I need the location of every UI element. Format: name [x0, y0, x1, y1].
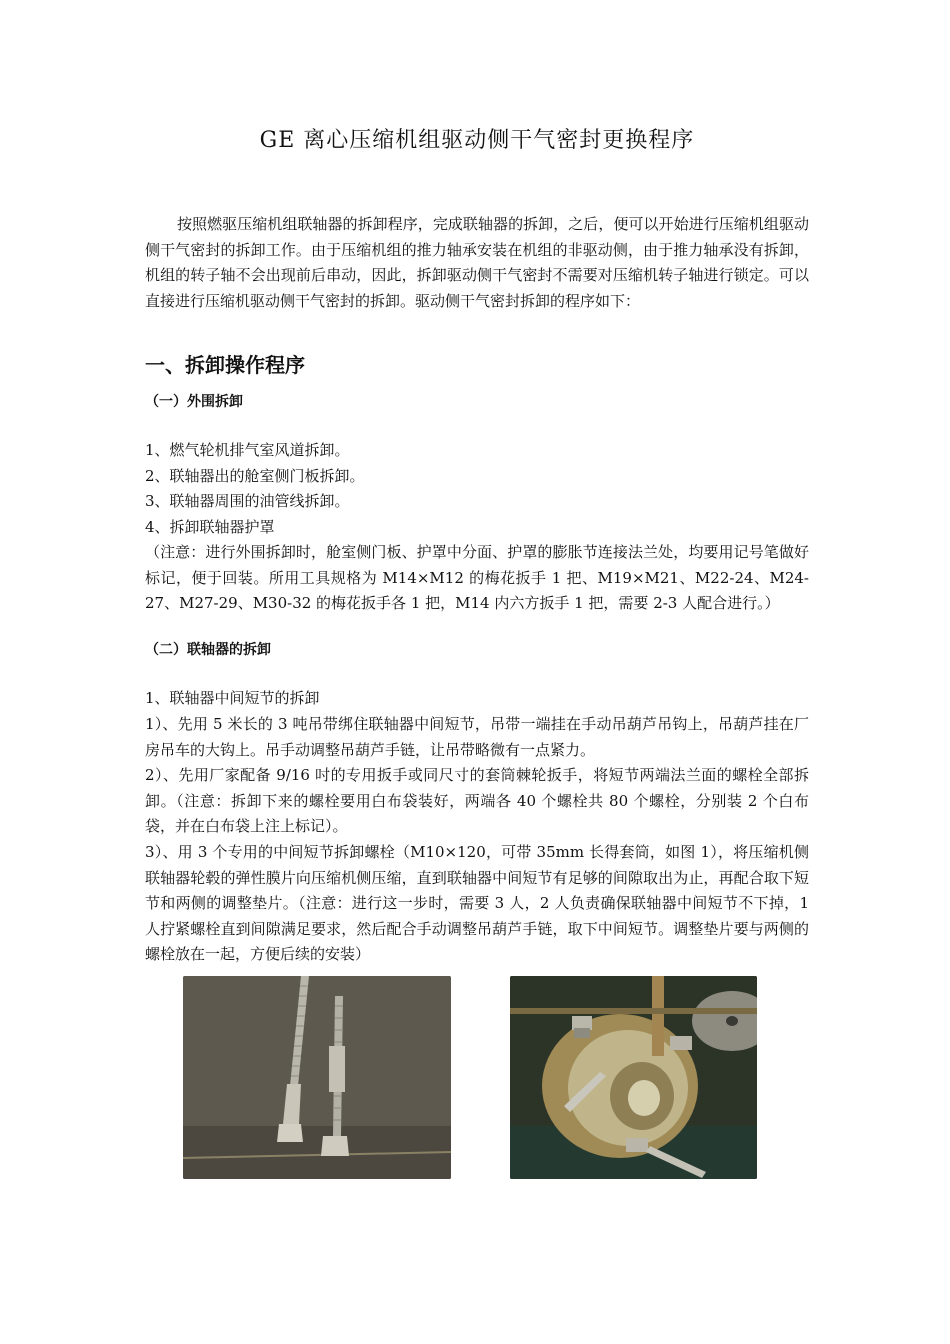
subsection-heading-coupling: （二）联轴器的拆卸 [145, 642, 271, 658]
list-item: 1、燃气轮机排气室风道拆卸。 [145, 441, 350, 459]
peripheral-note: （注意：进行外围拆卸时，舱室侧门板、护罩中分面、护罩的膨胀节连接法兰处，均要用记号笔做好标记，便于回装。所用工具规格为 M14×M12 的梅花扳手 1 把、M19×M21、M22-24、M24-27、M27-29、M30-32 的梅花扳手各 1 把，M14 内六方扳手 1 把，需要 2-3 人配合进行。） [145, 543, 809, 613]
coupling-item-1: 1、联轴器中间短节的拆卸 [145, 689, 320, 707]
intro-paragraph: 按照燃驱压缩机组联轴器的拆卸程序，完成联轴器的拆卸，之后，便可以开始进行压缩机组驱动侧干气密封的拆卸工作。由于压缩机组的推力轴承安装在机组的非驱动侧，由于推力轴承没有拆卸，机组的转子轴不会出现前后串动，因此，拆卸驱动侧干气密封不需要对压缩机转子轴进行锁定。可以直接进行压缩机驱动侧干气密封的拆卸。驱动侧干气密封拆卸的程序如下： [145, 215, 809, 310]
list-item: 2、联轴器出的舱室侧门板拆卸。 [145, 466, 365, 485]
coupling-tool-illustration [510, 976, 757, 1179]
photo-removal-bolts [183, 976, 451, 1179]
coupling-steps [145, 712, 809, 968]
bolts-illustration [183, 976, 451, 1179]
section-heading-disassembly: 一、拆卸操作程序 [145, 353, 305, 377]
list-item: 3、联轴器周围的油管线拆卸。 [145, 492, 350, 511]
document-title: GE 离心压缩机组驱动侧干气密封更换程序 [259, 128, 695, 153]
photo-coupling-tool [510, 976, 757, 1179]
coupling-step: 3）、用 3 个专用的中间短节拆卸螺栓（M10×120，可带 35mm 长得套筒，如图 1），将压缩机侧联轴器轮毂的弹性膜片向压缩机侧压缩，直到联轴器中间短节有足够的间隙取出为止，再配合取下短节和两侧的调整垫片。（注意：进行这一步时，需要 3 人，2 人负责确保联轴器中间短节不下掉，1 人拧紧螺栓直到间隙满足要求，然后配合手动调整吊葫芦手链，取下中间短节。调整垫片要与两侧的螺栓放在一起，方便后续的安装） [145, 842, 809, 964]
list-item: 4、拆卸联轴器护罩 [145, 517, 275, 536]
subsection-heading-peripheral: （一）外围拆卸 [145, 394, 243, 410]
peripheral-steps-list [145, 438, 809, 540]
coupling-step: 1）、先用 5 米长的 3 吨吊带绑住联轴器中间短节，吊带一端挂在手动吊葫芦吊钩上，吊葫芦挂在厂房吊车的大钩上。吊手动调整吊葫芦手链，让吊带略微有一点紧力。 [145, 715, 809, 759]
coupling-step: 2）、先用厂家配备 9/16 吋的专用扳手或同尺寸的套筒棘轮扳手，将短节两端法兰面的螺栓全部拆卸。（注意：拆卸下来的螺栓要用白布袋装好，两端各 40 个螺栓共 80 个螺栓，分别装 2 个白布袋，并在白布袋上注上标记）。 [145, 766, 809, 836]
